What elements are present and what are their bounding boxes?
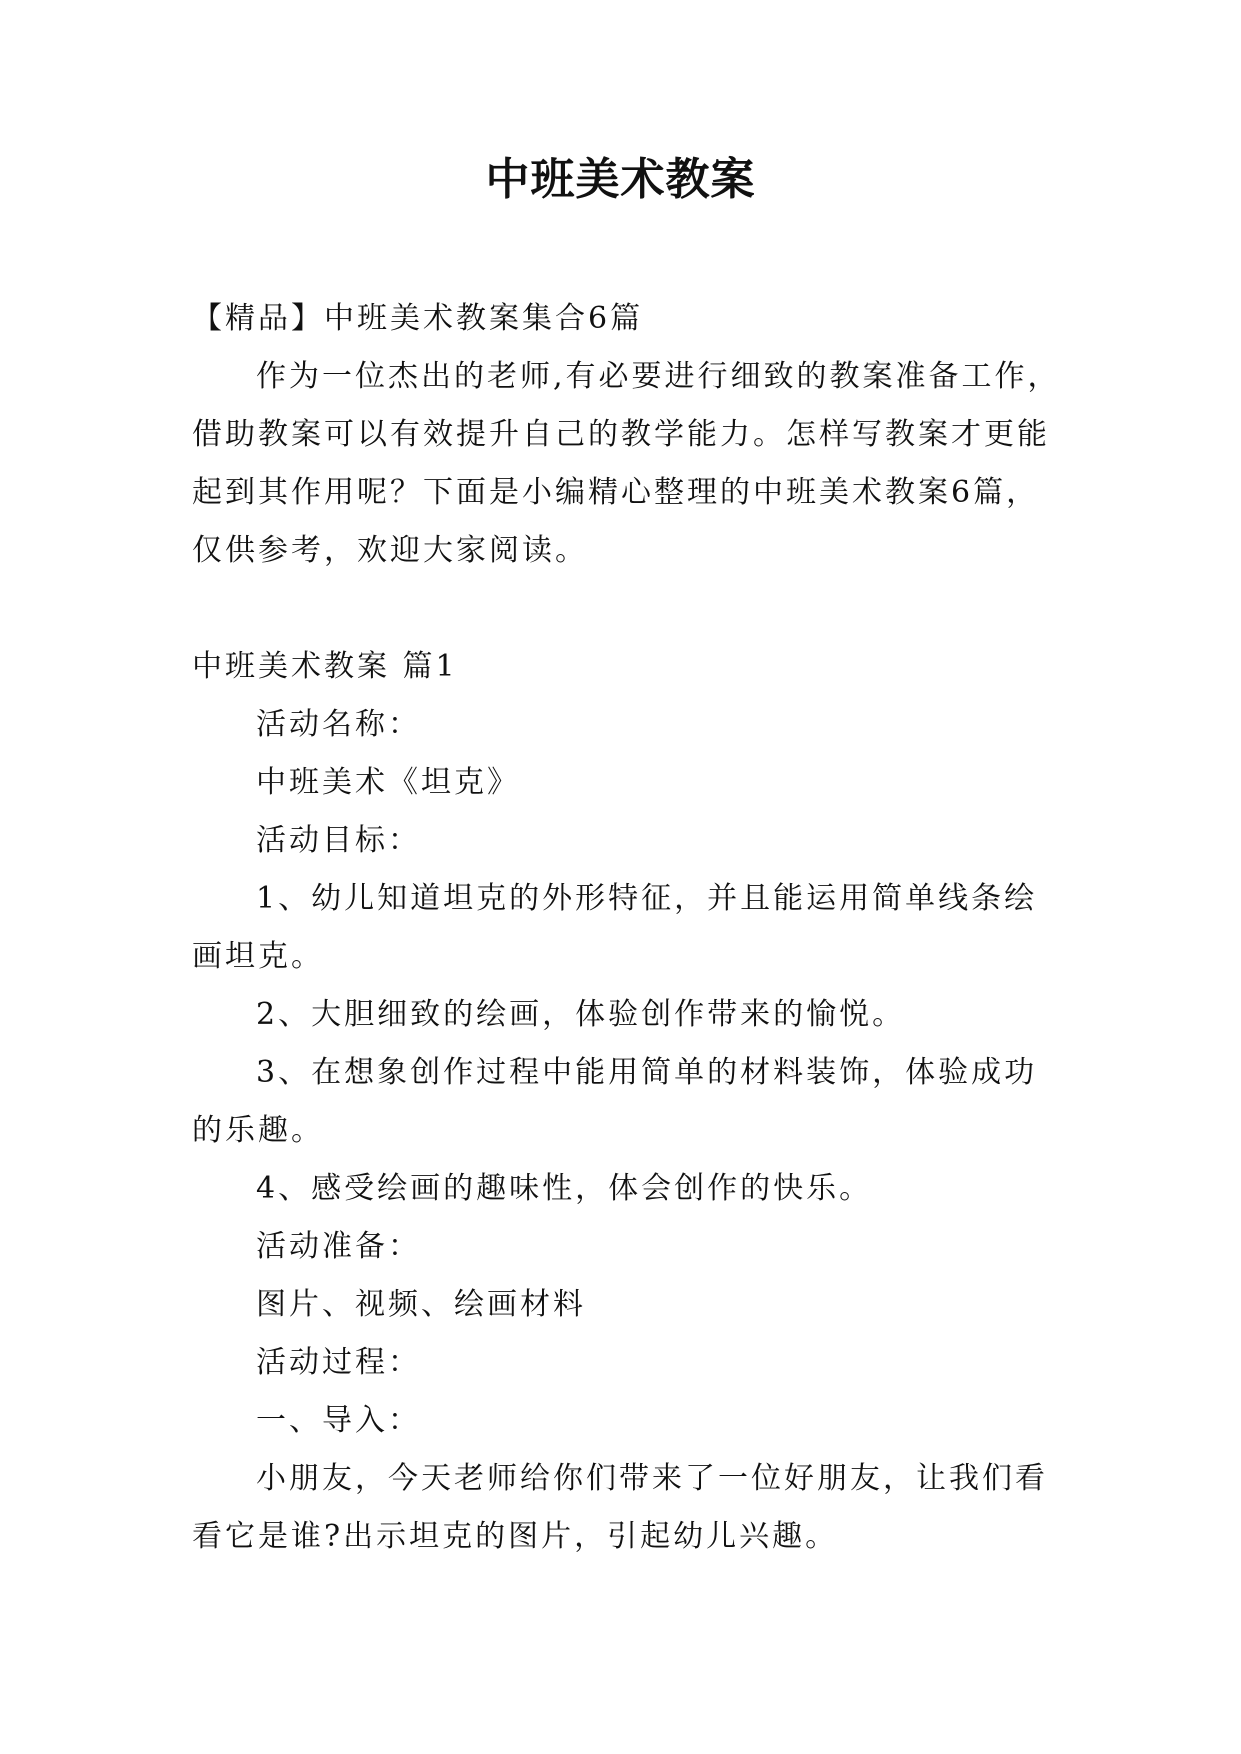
process-text-continued: 看它是谁?出示坦克的图片，引起幼儿兴趣。 bbox=[192, 1519, 839, 1554]
goal-item-3: 3、在想象创作过程中能用简单的材料装饰，体验成功 bbox=[256, 1055, 1038, 1090]
activity-process-label: 活动过程： bbox=[256, 1345, 421, 1380]
intro-line: 借助教案可以有效提升自己的教学能力。怎样写教案才更能 bbox=[192, 417, 1050, 452]
activity-prep-label: 活动准备： bbox=[256, 1229, 421, 1264]
goal-item-4: 4、感受绘画的趣味性，体会创作的快乐。 bbox=[256, 1171, 873, 1206]
intro-line: 仅供参考，欢迎大家阅读。 bbox=[192, 533, 588, 568]
process-text: 小朋友，今天老师给你们带来了一位好朋友，让我们看 bbox=[256, 1461, 1048, 1496]
paragraph-gap bbox=[192, 580, 1052, 638]
intro-line: 作为一位杰出的老师,有必要进行细致的教案准备工作， bbox=[256, 359, 1061, 394]
goal-item-2: 2、大胆细致的绘画，体验创作带来的愉悦。 bbox=[256, 997, 906, 1032]
process-step-intro: 一、导入： bbox=[256, 1403, 421, 1438]
goal-item-1: 1、幼儿知道坦克的外形特征，并且能运用简单线条绘 bbox=[256, 881, 1038, 916]
activity-name-label: 活动名称： bbox=[256, 707, 421, 742]
activity-prep-value: 图片、视频、绘画材料 bbox=[256, 1287, 586, 1322]
subtitle: 【精品】中班美术教案集合6篇 bbox=[192, 301, 644, 336]
goal-item-3-continued: 的乐趣。 bbox=[192, 1113, 324, 1148]
goal-item-1-continued: 画坦克。 bbox=[192, 939, 324, 974]
document-title: 中班美术教案 bbox=[485, 154, 756, 205]
document-body bbox=[192, 290, 1061, 1566]
activity-goals-label: 活动目标： bbox=[256, 823, 421, 858]
intro-line: 起到其作用呢？下面是小编精心整理的中班美术教案6篇， bbox=[192, 475, 1040, 510]
section-heading: 中班美术教案 篇1 bbox=[192, 649, 458, 684]
activity-name-value: 中班美术《坦克》 bbox=[256, 765, 520, 800]
